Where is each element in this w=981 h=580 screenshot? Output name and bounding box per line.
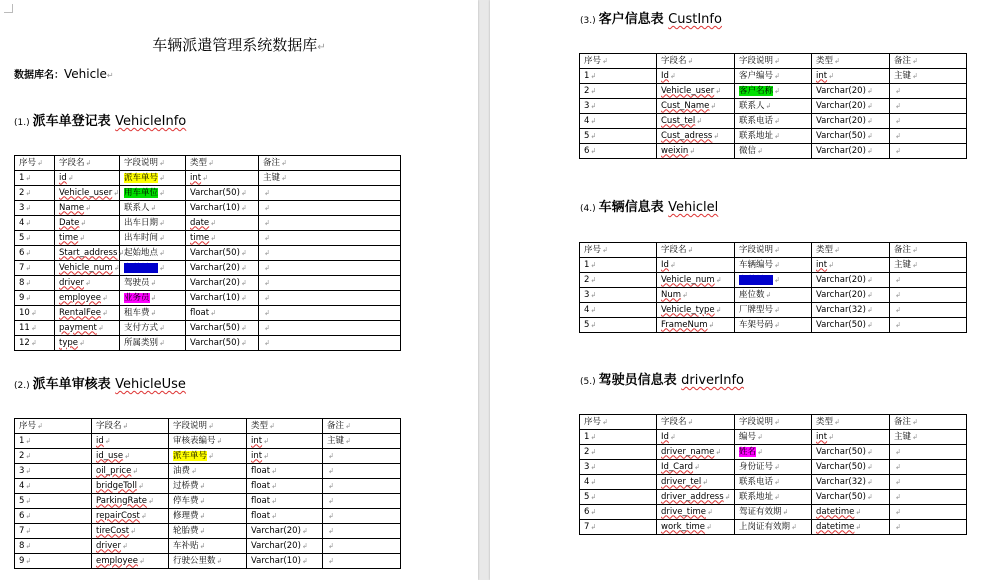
table-row: [15, 186, 401, 201]
table-cell: 3↲: [580, 99, 657, 114]
table-row: [580, 505, 967, 520]
table-cell: id↲: [55, 171, 120, 186]
table-cell: driver_name↲: [657, 445, 735, 460]
table-row: [580, 303, 967, 318]
table-cell: 1↲: [580, 258, 657, 273]
header-cell: 字段名↲: [657, 54, 735, 69]
table-cell: float↲: [247, 509, 323, 524]
table-cell: 3↲: [15, 464, 92, 479]
table-cell: repairCost↲: [92, 509, 169, 524]
table-header-row: [580, 243, 967, 258]
header-cell: 备注↲: [890, 243, 967, 258]
header-cell: 备注↲: [323, 419, 401, 434]
table-cell: 车牌号码↲: [120, 261, 186, 276]
table-row: [15, 231, 401, 246]
document-page-left: [0, 0, 478, 580]
table-cell: ParkingRate↲: [92, 494, 169, 509]
table-cell: 联系人↲: [120, 201, 186, 216]
table-cell: Num↲: [657, 288, 735, 303]
table-cell: date↲: [186, 216, 259, 231]
table-cell: ↲: [259, 321, 401, 336]
table-cell: 车架号码↲: [735, 318, 812, 333]
table-cell: 支付方式↲: [120, 321, 186, 336]
table-cell: Id↲: [657, 258, 735, 273]
table-cell: Varchar(20)↲: [186, 261, 259, 276]
table-cell: 客户编号↲: [735, 69, 812, 84]
table-row: [15, 276, 401, 291]
table-cell: 主键↲: [890, 258, 967, 273]
table-cell: Varchar(50)↲: [812, 318, 890, 333]
table-cell: ↲: [890, 445, 967, 460]
page-corner-mark: [4, 4, 13, 13]
table-cell: ↲: [323, 539, 401, 554]
table-row: [580, 460, 967, 475]
table-cell: 座位数↲: [735, 288, 812, 303]
table-cell: ↲: [890, 99, 967, 114]
table-cell: ↲: [890, 114, 967, 129]
table-custinfo: [579, 53, 967, 159]
table-cell: ↲: [890, 273, 967, 288]
table-cell: ↲: [259, 216, 401, 231]
table-cell: Varchar(20)↲: [812, 144, 890, 159]
table-cell: 4↲: [580, 114, 657, 129]
table-cell: Date↲: [55, 216, 120, 231]
table-cell: 2↲: [580, 84, 657, 99]
table-cell: 修理费↲: [169, 509, 247, 524]
table-cell: ↲: [890, 84, 967, 99]
table-cell: 编号↲: [735, 430, 812, 445]
table-cell: 5↲: [580, 129, 657, 144]
table-row: [15, 261, 401, 276]
document-title: 车辆派遣管理系统数据库↵: [152, 36, 326, 54]
table-cell: Vehicle_num↲: [657, 273, 735, 288]
table-cell: 身份证号↲: [735, 460, 812, 475]
table-cell: 租车费↲: [120, 306, 186, 321]
header-cell: 字段名↲: [92, 419, 169, 434]
table-cell: 3↲: [580, 288, 657, 303]
header-cell: 字段名↲: [55, 156, 120, 171]
table-cell: 上岗证有效期↲: [735, 520, 812, 535]
table-vehiclel: [579, 242, 967, 333]
table-cell: 6↲: [15, 246, 55, 261]
header-cell: 字段说明↲: [735, 415, 812, 430]
header-cell: 字段说明↲: [169, 419, 247, 434]
table-cell: Vehicle_user↲: [55, 186, 120, 201]
table-cell: 5↲: [580, 490, 657, 505]
table-row: [15, 291, 401, 306]
table-cell: int↲: [812, 430, 890, 445]
table-cell: weixin↲: [657, 144, 735, 159]
table-cell: 主键↲: [890, 430, 967, 445]
table-cell: RentalFee↲: [55, 306, 120, 321]
table-cell: 4↲: [580, 303, 657, 318]
table-cell: ↲: [259, 246, 401, 261]
table-row: [580, 520, 967, 535]
table-cell: ↲: [323, 554, 401, 569]
table-header-row: [15, 419, 401, 434]
document-page-right: [490, 0, 981, 580]
table-row: [15, 479, 401, 494]
table-cell: 行驶公里数↲: [169, 554, 247, 569]
table-cell: ↲: [890, 490, 967, 505]
table-cell: 5↲: [15, 494, 92, 509]
table-cell: ↲: [890, 318, 967, 333]
header-cell: 序号↲: [15, 156, 55, 171]
table-cell: ↲: [890, 303, 967, 318]
database-name: 数据库名：Vehicle↵: [14, 67, 114, 81]
table-header-row: [15, 156, 401, 171]
table-cell: 1↲: [580, 430, 657, 445]
table-cell: ↲: [323, 509, 401, 524]
table-cell: 3↲: [15, 201, 55, 216]
table-cell: 2↲: [15, 449, 92, 464]
header-cell: 序号↲: [580, 243, 657, 258]
table-cell: 驾驶员↲: [120, 276, 186, 291]
table-cell: 出车时间↲: [120, 231, 186, 246]
table-row: [15, 336, 401, 351]
table-cell: 姓名↲: [735, 445, 812, 460]
table-cell: Id↲: [657, 430, 735, 445]
table-cell: float↲: [186, 306, 259, 321]
table-row: [15, 216, 401, 231]
table-cell: 1↲: [580, 69, 657, 84]
table-cell: 6↲: [15, 509, 92, 524]
table-cell: 过桥费↲: [169, 479, 247, 494]
table-row: [580, 475, 967, 490]
section-title-vehicleinfo: (1.) 派车单登记表 VehicleInfo: [14, 114, 187, 129]
table-row: [15, 554, 401, 569]
header-cell: 序号↲: [580, 54, 657, 69]
table-cell: 12↲: [15, 336, 55, 351]
table-cell: ↲: [259, 336, 401, 351]
table-row: [15, 539, 401, 554]
table-cell: 9↲: [15, 554, 92, 569]
table-cell: 用车单位↲: [120, 186, 186, 201]
table-cell: float↲: [247, 494, 323, 509]
table-cell: 1↲: [15, 434, 92, 449]
table-cell: datetime↲: [812, 520, 890, 535]
table-cell: 主键↲: [890, 69, 967, 84]
header-cell: 备注↲: [890, 415, 967, 430]
table-cell: employee↲: [55, 291, 120, 306]
table-cell: ↲: [890, 144, 967, 159]
table-cell: int↲: [812, 258, 890, 273]
table-cell: 业务员↲: [120, 291, 186, 306]
table-row: [580, 288, 967, 303]
table-cell: float↲: [247, 479, 323, 494]
table-driverinfo: [579, 414, 967, 535]
section-title-vehiclel: (4.) 车辆信息表 Vehiclel: [580, 200, 719, 215]
section-title-driverinfo: (5.) 驾驶员信息表 driverInfo: [580, 373, 745, 388]
table-cell: 联系地址↲: [735, 129, 812, 144]
table-cell: Varchar(50)↲: [186, 321, 259, 336]
table-cell: time↲: [55, 231, 120, 246]
header-cell: 类型↲: [186, 156, 259, 171]
table-cell: 2↲: [15, 186, 55, 201]
table-cell: Cust_Name↲: [657, 99, 735, 114]
table-cell: 起始地点↲: [120, 246, 186, 261]
table-row: [15, 321, 401, 336]
table-cell: int↲: [186, 171, 259, 186]
table-cell: Varchar(50)↲: [812, 490, 890, 505]
table-row: [580, 99, 967, 114]
header-cell: 备注↲: [890, 54, 967, 69]
header-cell: 字段说明↲: [120, 156, 186, 171]
table-cell: Start_address↲: [55, 246, 120, 261]
table-cell: ↲: [259, 276, 401, 291]
table-cell: 7↲: [15, 524, 92, 539]
header-cell: 字段说明↲: [735, 54, 812, 69]
header-cell: 字段说明↲: [735, 243, 812, 258]
table-cell: Varchar(50)↲: [186, 336, 259, 351]
header-cell: 字段名↲: [657, 415, 735, 430]
table-header-row: [580, 415, 967, 430]
table-row: [15, 434, 401, 449]
table-cell: 1↲: [15, 171, 55, 186]
table-cell: Vehicle_user↲: [657, 84, 735, 99]
table-cell: Name↲: [55, 201, 120, 216]
table-cell: 油费↲: [169, 464, 247, 479]
table-cell: Varchar(50)↲: [812, 129, 890, 144]
table-cell: Varchar(20)↲: [812, 288, 890, 303]
table-cell: ↲: [323, 449, 401, 464]
table-cell: Varchar(10)↲: [186, 291, 259, 306]
table-cell: ↲: [890, 460, 967, 475]
table-cell: driver_tel↲: [657, 475, 735, 490]
table-cell: datetime↲: [812, 505, 890, 520]
table-cell: 车辆编号↲: [735, 258, 812, 273]
table-cell: bridgeToll↲: [92, 479, 169, 494]
table-row: [15, 509, 401, 524]
header-cell: 字段名↲: [657, 243, 735, 258]
section-title-custinfo: (3.) 客户信息表 CustInfo: [580, 12, 722, 27]
table-row: [580, 69, 967, 84]
table-cell: time↲: [186, 231, 259, 246]
header-cell: 类型↲: [812, 243, 890, 258]
table-row: [15, 464, 401, 479]
header-cell: 序号↲: [580, 415, 657, 430]
table-cell: 7↲: [580, 520, 657, 535]
table-cell: Varchar(32)↲: [812, 475, 890, 490]
table-cell: ↲: [259, 201, 401, 216]
table-row: [580, 318, 967, 333]
table-cell: Varchar(10)↲: [186, 201, 259, 216]
table-cell: driver_address↲: [657, 490, 735, 505]
table-row: [15, 449, 401, 464]
table-cell: Varchar(20)↲: [186, 276, 259, 291]
table-cell: Varchar(20)↲: [812, 99, 890, 114]
table-row: [580, 430, 967, 445]
table-cell: ↲: [259, 231, 401, 246]
table-cell: 车补贴↲: [169, 539, 247, 554]
table-cell: Id↲: [657, 69, 735, 84]
table-row: [580, 129, 967, 144]
table-row: [15, 524, 401, 539]
table-cell: 轮胎费↲: [169, 524, 247, 539]
table-cell: 客户名称↲: [735, 84, 812, 99]
table-cell: 4↲: [15, 216, 55, 231]
table-cell: 10↲: [15, 306, 55, 321]
table-cell: 6↲: [580, 144, 657, 159]
table-cell: ↲: [323, 494, 401, 509]
table-cell: tireCost↲: [92, 524, 169, 539]
table-cell: payment↲: [55, 321, 120, 336]
table-row: [580, 114, 967, 129]
table-cell: 出车日期↲: [120, 216, 186, 231]
table-cell: 主键↲: [323, 434, 401, 449]
table-row: [580, 273, 967, 288]
table-cell: drive_time↲: [657, 505, 735, 520]
table-cell: type↲: [55, 336, 120, 351]
table-cell: Varchar(10)↲: [247, 554, 323, 569]
table-cell: Vehicle_type↲: [657, 303, 735, 318]
table-cell: Varchar(20)↲: [812, 114, 890, 129]
table-cell: ↲: [323, 524, 401, 539]
table-cell: employee↲: [92, 554, 169, 569]
table-cell: 8↲: [15, 276, 55, 291]
table-cell: 车牌号码↲: [735, 273, 812, 288]
table-cell: 厂牌型号↲: [735, 303, 812, 318]
table-cell: 派车单号↲: [169, 449, 247, 464]
table-cell: 11↲: [15, 321, 55, 336]
table-cell: int↲: [247, 434, 323, 449]
table-cell: 2↲: [580, 273, 657, 288]
table-cell: float↲: [247, 464, 323, 479]
table-cell: 所属类别↲: [120, 336, 186, 351]
table-cell: 3↲: [580, 460, 657, 475]
table-cell: Varchar(20)↲: [812, 84, 890, 99]
table-cell: int↲: [247, 449, 323, 464]
table-cell: Id_Card↲: [657, 460, 735, 475]
table-cell: Varchar(32)↲: [812, 303, 890, 318]
table-cell: id↲: [92, 434, 169, 449]
table-vehicleinfo: [14, 155, 401, 351]
table-cell: 5↲: [580, 318, 657, 333]
table-cell: Varchar(20)↲: [247, 524, 323, 539]
table-cell: Cust_adress↲: [657, 129, 735, 144]
table-row: [580, 84, 967, 99]
table-cell: ↲: [890, 129, 967, 144]
table-row: [15, 171, 401, 186]
table-header-row: [580, 54, 967, 69]
table-cell: 2↲: [580, 445, 657, 460]
table-cell: Cust_tel↲: [657, 114, 735, 129]
table-cell: ↲: [259, 291, 401, 306]
table-cell: Varchar(20)↲: [247, 539, 323, 554]
table-cell: 9↲: [15, 291, 55, 306]
table-cell: 联系电话↲: [735, 114, 812, 129]
table-cell: ↲: [890, 475, 967, 490]
table-cell: ↲: [259, 261, 401, 276]
table-row: [580, 490, 967, 505]
section-title-vehicleuse: (2.) 派车单审核表 VehicleUse: [14, 377, 186, 392]
table-row: [15, 494, 401, 509]
table-cell: driver↲: [92, 539, 169, 554]
table-cell: id_use↲: [92, 449, 169, 464]
header-cell: 类型↲: [812, 415, 890, 430]
table-cell: Varchar(50)↲: [812, 445, 890, 460]
table-cell: 联系电话↲: [735, 475, 812, 490]
table-cell: Vehicle_num↲: [55, 261, 120, 276]
table-cell: int↲: [812, 69, 890, 84]
table-cell: 6↲: [580, 505, 657, 520]
table-row: [580, 445, 967, 460]
table-cell: ↲: [323, 464, 401, 479]
table-cell: Varchar(50)↲: [186, 246, 259, 261]
table-row: [15, 201, 401, 216]
table-row: [580, 258, 967, 273]
table-row: [15, 246, 401, 261]
table-cell: 联系地址↲: [735, 490, 812, 505]
header-cell: 序号↲: [15, 419, 92, 434]
table-cell: Varchar(50)↲: [812, 460, 890, 475]
header-cell: 备注↲: [259, 156, 401, 171]
table-cell: 8↲: [15, 539, 92, 554]
table-cell: ↲: [259, 186, 401, 201]
table-cell: FrameNum↲: [657, 318, 735, 333]
table-row: [15, 306, 401, 321]
table-cell: Varchar(20)↲: [812, 273, 890, 288]
table-cell: ↲: [323, 479, 401, 494]
table-cell: 微信↲: [735, 144, 812, 159]
table-cell: 停车费↲: [169, 494, 247, 509]
table-cell: 5↲: [15, 231, 55, 246]
table-cell: 主键↲: [259, 171, 401, 186]
header-cell: 类型↲: [247, 419, 323, 434]
table-cell: 4↲: [580, 475, 657, 490]
table-cell: driver↲: [55, 276, 120, 291]
table-cell: 7↲: [15, 261, 55, 276]
table-cell: 联系人↲: [735, 99, 812, 114]
table-cell: work_time↲: [657, 520, 735, 535]
table-cell: 4↲: [15, 479, 92, 494]
table-cell: oil_price↲: [92, 464, 169, 479]
table-cell: ↲: [890, 288, 967, 303]
table-cell: ↲: [259, 306, 401, 321]
table-vehicleuse: [14, 418, 401, 569]
table-cell: Varchar(50)↲: [186, 186, 259, 201]
header-cell: 类型↲: [812, 54, 890, 69]
table-cell: 审核表编号↲: [169, 434, 247, 449]
table-cell: ↲: [890, 520, 967, 535]
table-cell: 派车单号↲: [120, 171, 186, 186]
table-cell: 驾证有效期↲: [735, 505, 812, 520]
table-cell: ↲: [890, 505, 967, 520]
table-row: [580, 144, 967, 159]
